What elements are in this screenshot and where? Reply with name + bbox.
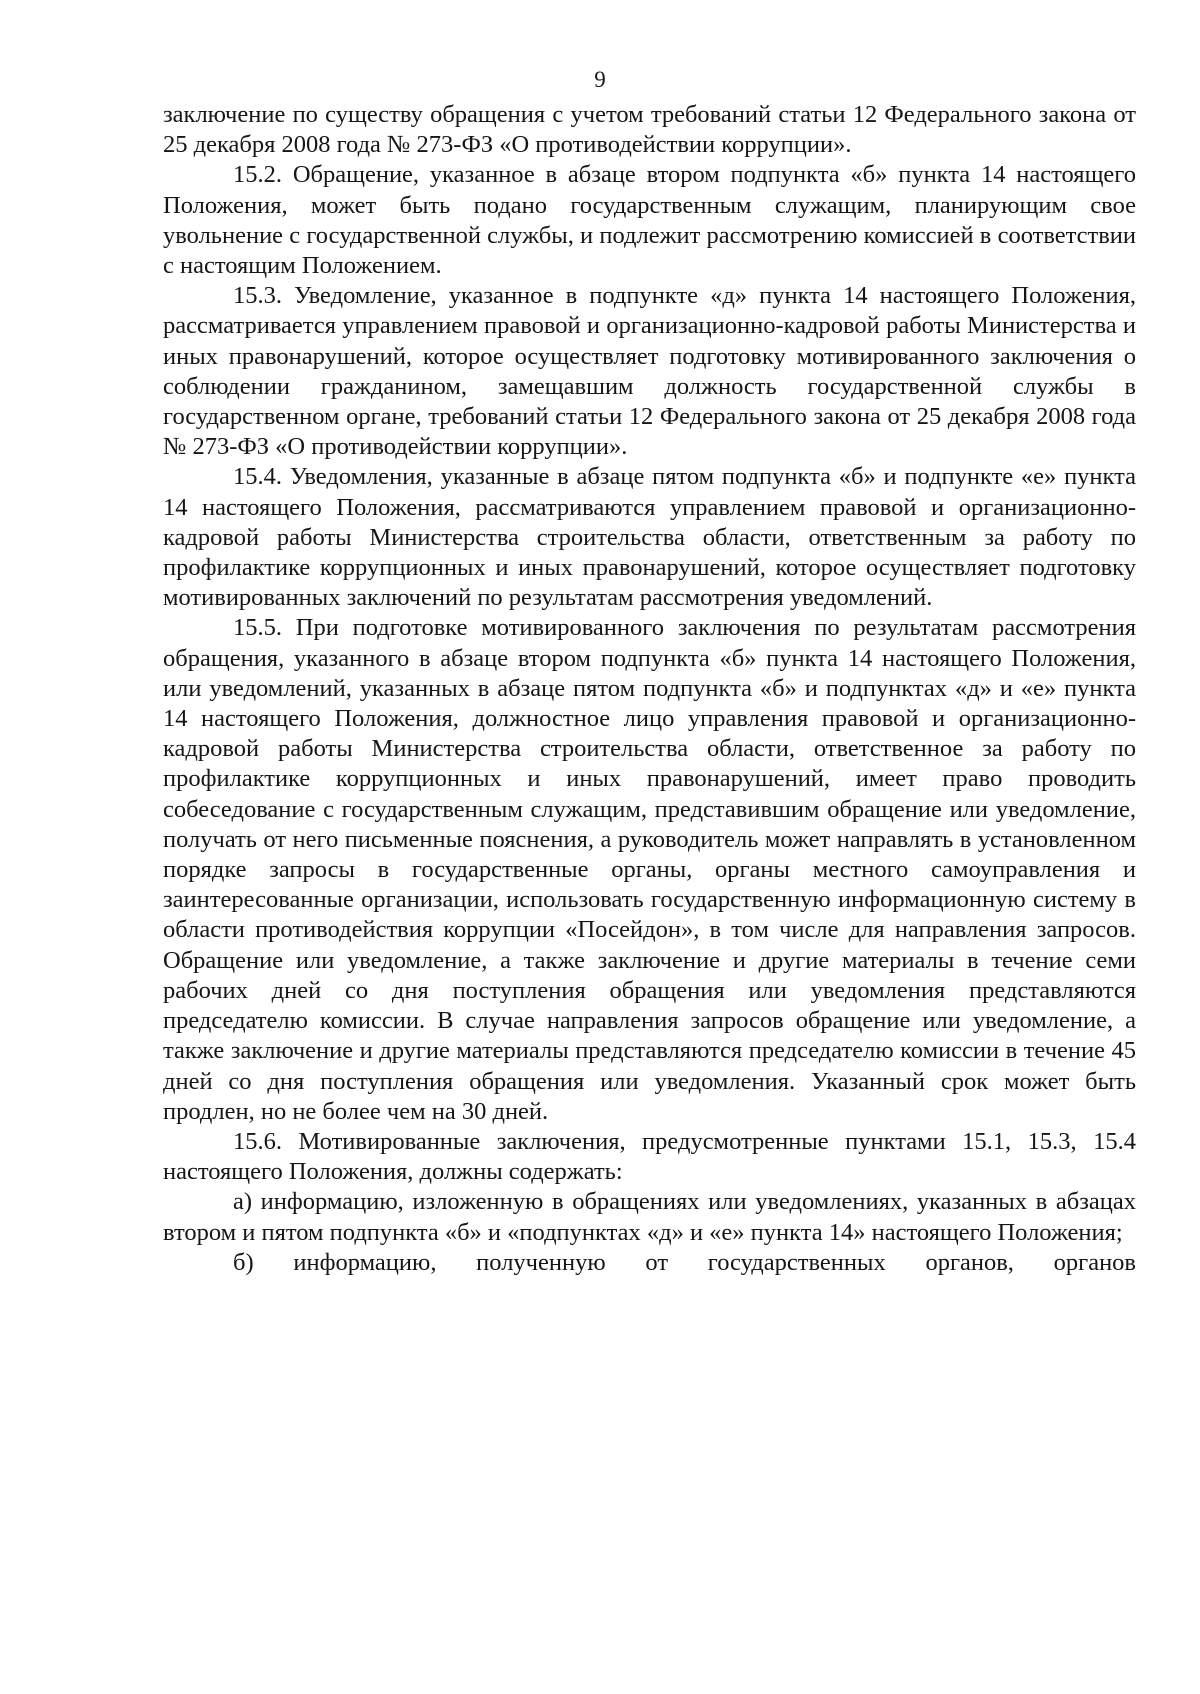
- paragraph-15-6: 15.6. Мотивированные заключения, предусмотренные пунктами 15.1, 15.3, 15.4 настоящего Положения, должны содержать:: [163, 1127, 1136, 1186]
- paragraph-15-2: 15.2. Обращение, указанное в абзаце втором подпункта «б» пункта 14 настоящего Положения, может быть подано государственным служащим, планирующим свое увольнение с государственной службы, и подлежит рассмотрению комиссией в соответствии с настоящим Положением.: [163, 161, 1136, 280]
- paragraph-15-6-a: а) информацию, изложенную в обращениях или уведомлениях, указанных в абзацах втором и пятом подпункта «б» и «подпунктах «д» и «е» пункта 14» настоящего Положения;: [163, 1188, 1136, 1246]
- paragraph-15-3: 15.3. Уведомление, указанное в подпункте «д» пункта 14 настоящего Положения, рассматривается управлением правовой и организационно-кадровой работы Министерства и иных правонарушений, которое осуществляет подготовку мотивированного заключения о соблюдении гражданином, замещавшим должность государственной службы в государственном органе, требований статьи 12 Федерального закона от 25 декабря 2008 года № 273-ФЗ «О противодействии коррупции».: [163, 282, 1136, 461]
- paragraph-continuation: заключение по существу обращения с учетом требований статьи 12 Федерального закона от 25 декабря 2008 года № 273-ФЗ «О противодействии коррупции».: [163, 101, 1136, 159]
- paragraph-15-5: 15.5. При подготовке мотивированного заключения по результатам рассмотрения обращения, указанного в абзаце втором подпункта «б» пункта 14 настоящего Положения, или уведомлений, указанных в абзаце пятом подпункта «б» и подпунктах «д» и «е» пункта 14 настоящего Положения, должностное лицо управления правовой и организационно-кадровой работы Министерства строительства области, ответственное за работу по профилактике коррупционных и иных правонарушений, имеет право проводить собеседование с государственным служащим, представившим обращение или уведомление, получать от него письменные пояснения, а руководитель может направлять в установленном порядке запросы в государственные органы, органы местного самоуправления и заинтересованные организации, использовать государственную информационную систему в области противодействия коррупции «Посейдон», в том числе для направления запросов. Обращение или уведомление, а также заключение и другие материалы в течение семи рабочих дней со дня поступления обращения или уведомления представляются председателю комиссии. В случае направления запросов обращение или уведомление, а также заключение и другие материалы представляются председателю комиссии в течение 45 дней со дня поступления обращения или уведомления. Указанный срок может быть продлен, но не более чем на 30 дней.: [163, 614, 1136, 1125]
- document-body: [163, 100, 1136, 1278]
- paragraph-15-6-b: б) информацию, полученную от государственных органов, органов: [233, 1248, 1136, 1276]
- paragraph-15-4: 15.4. Уведомления, указанные в абзаце пятом подпункта «б» и подпункте «е» пункта 14 настоящего Положения, рассматриваются управлением правовой и организационно-кадровой работы Министерства строительства области, ответственным за работу по профилактике коррупционных и иных правонарушений, которое осуществляет подготовку мотивированных заключений по результатам рассмотрения уведомлений.: [163, 463, 1136, 612]
- page-number: 9: [594, 67, 606, 92]
